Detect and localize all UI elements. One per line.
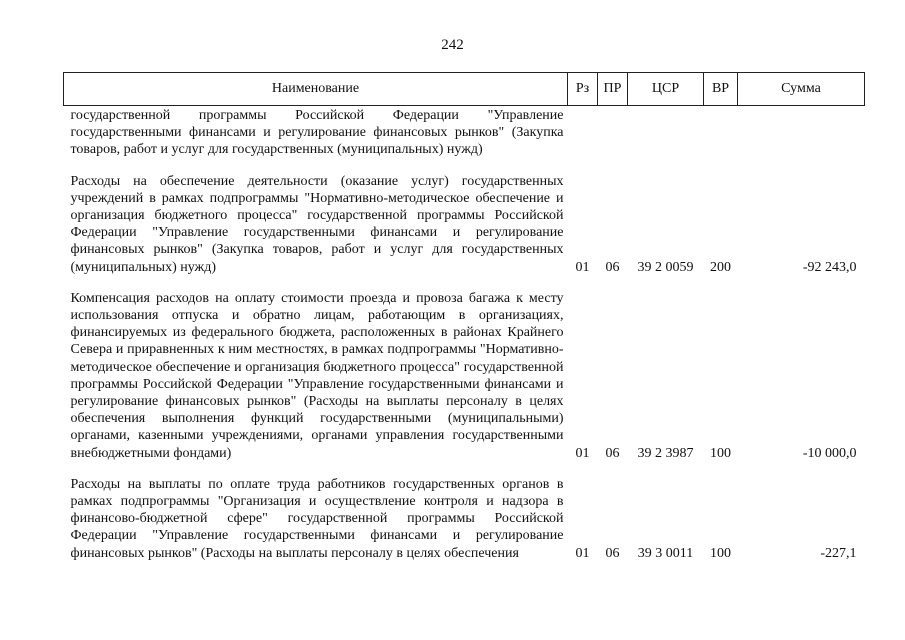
row-pr: 06 — [605, 259, 620, 275]
row-rz — [568, 106, 598, 159]
row-rz: 01 — [575, 445, 590, 461]
row-sum: -227,1 — [820, 545, 857, 561]
row-rz: 01 — [575, 545, 590, 561]
row-csr: 39 2 3987 — [637, 445, 694, 461]
table-row — [64, 159, 865, 276]
page-number: 242 — [441, 37, 464, 53]
row-pr: 06 — [605, 445, 620, 461]
header-csr: ЦСР — [628, 73, 704, 106]
row-vr: 200 — [710, 259, 731, 275]
table-row — [64, 462, 865, 562]
row-csr — [628, 106, 704, 159]
row-sum: -10 000,0 — [802, 445, 857, 461]
row-csr: 39 2 0059 — [637, 259, 694, 275]
header-pr: ПР — [598, 73, 628, 106]
row-name: Компенсация расходов на оплату стоимости проезда и провоза багажа к месту использования отпуска и обратно лицам, работающим в организациях, финансируемых из федерального бюджета, расположенных в районах Крайнего Севера и приравненных к ним местностях, в рамках подпрограммы "Нормативно-методическое обеспечение и организация бюджетного процесса" государственной программы Российской Федерации "Управление государственными финансами и регулирование финансовых рынков" (Расходы на выплаты персоналу в целях обеспечения выполнения функций государственными (муниципальными) органами, казенными учреждениями, органами управления государственными внебюджетными фондами) — [70, 290, 564, 461]
row-vr: 100 — [710, 445, 731, 461]
table-header-row — [64, 73, 865, 106]
row-sum: -92 243,0 — [802, 259, 857, 275]
header-name: Наименование — [64, 73, 568, 106]
row-name: государственной программы Российской Федерации "Управление государственными финансами и регулирование финансовых рынков" (Закупка товаров, работ и услуг для государственных (муниципальных) нужд) — [70, 108, 564, 158]
row-name: Расходы на выплаты по оплате труда работников государственных органов в рамках подпрограммы "Организация и осуществление контроля и надзора в финансово-бюджетной сфере" государственной программы Российской Федерации "Управление государственными финансами и регулирование финансовых рынков" (Расходы на выплаты персоналу в целях обеспечения — [70, 476, 564, 561]
row-sum — [738, 106, 865, 159]
table-row — [64, 106, 865, 159]
budget-table — [63, 72, 865, 562]
header-rz: Рз — [568, 73, 598, 106]
row-vr: 100 — [710, 545, 731, 561]
header-sum: Сумма — [738, 73, 865, 106]
table-row — [64, 276, 865, 462]
header-vr: ВР — [704, 73, 738, 106]
row-pr: 06 — [605, 545, 620, 561]
row-name: Расходы на обеспечение деятельности (оказание услуг) государственных учреждений в рамках подпрограммы "Нормативно-методическое обеспечение и организация бюджетного процесса" государственной программы Российской Федерации "Управление государственными финансами и регулирование финансовых рынков" (Закупка товаров, работ и услуг для государственных (муниципальных) нужд) — [70, 173, 564, 275]
row-rz: 01 — [575, 259, 590, 275]
row-vr — [704, 106, 738, 159]
row-pr — [598, 106, 628, 159]
row-csr: 39 3 0011 — [637, 545, 694, 561]
